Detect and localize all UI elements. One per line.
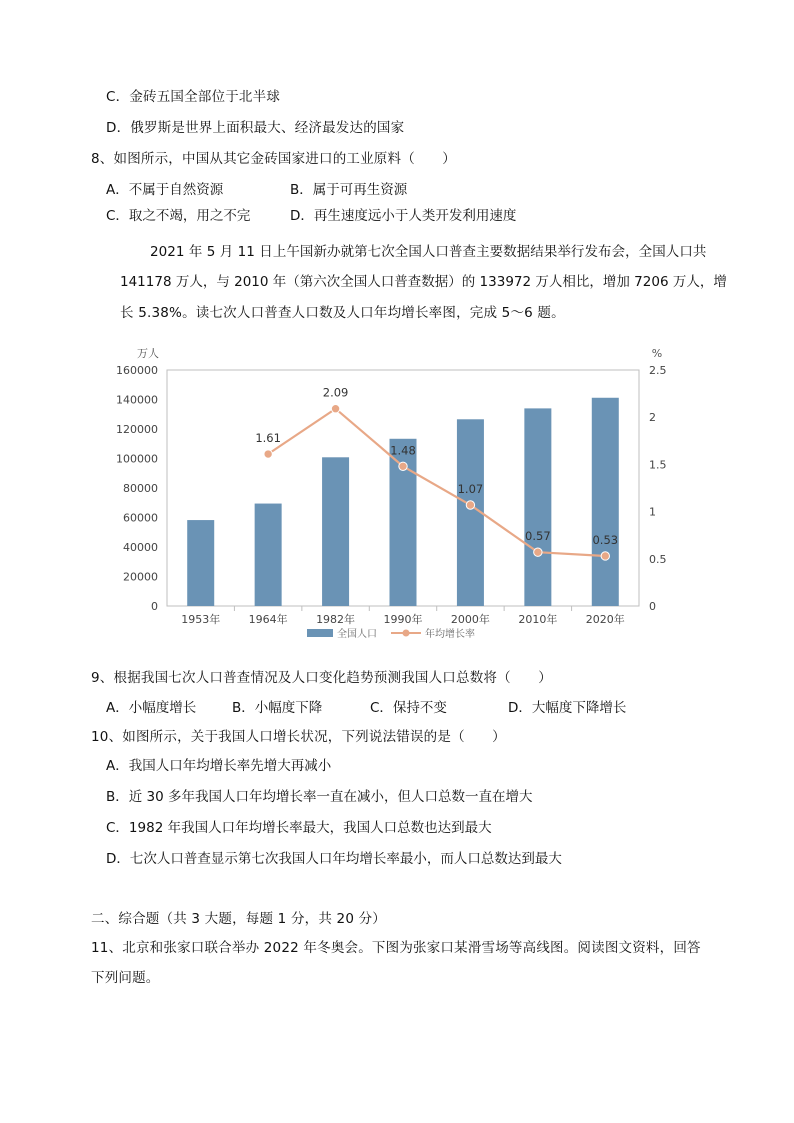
data-label: 1.48	[390, 443, 416, 458]
y-left-tick-label: 140000	[116, 393, 158, 407]
option-c: C．1982 年我国人口年均增长率最大，我国人口总数也达到最大	[106, 820, 492, 836]
option-d: D．大幅度下降增长	[508, 700, 627, 716]
point-growth-rate	[399, 462, 407, 470]
point-growth-rate	[466, 501, 474, 509]
option-a: A．不属于自然资源	[106, 182, 224, 198]
y-right-tick-label: 1.5	[649, 458, 667, 472]
y-left-tick-label: 0	[151, 600, 158, 613]
passage-line: 长 5.38%。读七次人口普查人口数及人口年均增长率图，完成 5～6 题。	[120, 305, 565, 321]
bar-population	[524, 408, 551, 606]
data-label: 0.53	[592, 532, 619, 547]
data-label: 0.57	[525, 529, 551, 544]
option-c-prev: C．金砖五国全部位于北半球	[106, 89, 281, 105]
y-left-tick-label: 100000	[116, 452, 158, 466]
data-label: 2.09	[322, 385, 349, 400]
legend-label: 全国人口	[337, 629, 377, 640]
x-tick-label: 1953年	[181, 613, 221, 626]
y-right-tick-label: 2	[649, 411, 656, 425]
option-d: D．再生速度远小于人类开发利用速度	[290, 208, 517, 224]
option-a: A．小幅度增长	[106, 700, 197, 716]
point-growth-rate	[601, 552, 609, 560]
data-label: 1.61	[255, 431, 281, 446]
option-d: D．七次人口普查显示第七次我国人口年均增长率最小，而人口总数达到最大	[106, 851, 562, 867]
y-left-tick-label: 80000	[123, 482, 158, 495]
option-a: A．我国人口年均增长率先增大再减小	[106, 758, 332, 774]
y-right-tick-label: 0	[649, 600, 656, 613]
option-b: B．近 30 多年我国人口年均增长率一直在减小，但人口总数一直在增大	[106, 789, 533, 805]
question-stem: 8、如图所示，中国从其它金砖国家进口的工业原料（ ）	[91, 151, 456, 167]
point-growth-rate	[264, 450, 272, 458]
y-right-unit: %	[651, 347, 663, 360]
x-tick-label: 2000年	[450, 613, 490, 626]
x-tick-label: 1982年	[316, 613, 356, 626]
option-c: C．保持不变	[370, 700, 447, 716]
y-left-tick-label: 120000	[116, 423, 158, 436]
bar-population	[592, 398, 619, 606]
bar-population	[187, 520, 214, 606]
x-tick-label: 1964年	[248, 613, 288, 626]
x-tick-label: 2020年	[585, 613, 625, 626]
y-right-tick-label: 0.5	[649, 552, 667, 566]
legend-label: 年均增长率	[425, 629, 475, 640]
passage-line: 141178 万人，与 2010 年（第六次全国人口普查数据）的 133972 万人相比，增加 7206 万人，增	[120, 274, 727, 290]
question-11: 11、北京和张家口联合举办 2022 年冬奥会。下图为张家口某滑雪场等高线图。阅读图文资料，回答	[91, 940, 701, 956]
y-left-tick-label: 160000	[116, 364, 158, 377]
option-d-prev: D．俄罗斯是世界上面积最大、经济最发达的国家	[106, 120, 405, 136]
legend-swatch-bar	[307, 629, 333, 637]
y-left-unit: 万人	[137, 347, 159, 360]
question-11-cont: 下列问题。	[91, 970, 160, 986]
y-left-tick-label: 20000	[123, 570, 158, 584]
section-heading: 二、综合题（共 3 大题，每题 1 分，共 20 分）	[91, 911, 387, 927]
y-left-tick-label: 60000	[123, 511, 158, 525]
question-stem: 10、如图所示，关于我国人口增长状况，下列说法错误的是（ ）	[91, 729, 506, 745]
y-right-tick-label: 1	[649, 505, 656, 519]
bar-population	[322, 457, 349, 606]
data-label: 1.07	[457, 481, 484, 496]
option-b: B．小幅度下降	[232, 700, 323, 716]
bar-population	[255, 504, 282, 606]
option-c: C．取之不竭，用之不完	[106, 208, 251, 224]
legend-swatch-marker	[403, 630, 410, 637]
y-left-tick-label: 40000	[123, 541, 158, 554]
chart-svg	[116, 340, 686, 645]
point-growth-rate	[331, 405, 339, 413]
y-right-tick-label: 2.5	[649, 364, 667, 377]
passage-line: 2021 年 5 月 11 日上午国新办就第七次全国人口普查主要数据结果举行发布会，全国人口共	[150, 244, 707, 260]
point-growth-rate	[534, 548, 542, 556]
population-chart	[116, 340, 686, 645]
option-b: B．属于可再生资源	[290, 182, 408, 198]
x-tick-label: 2010年	[518, 613, 558, 626]
x-tick-label: 1990年	[383, 613, 423, 626]
question-stem: 9、根据我国七次人口普查情况及人口变化趋势预测我国人口总数将（ ）	[91, 670, 552, 686]
